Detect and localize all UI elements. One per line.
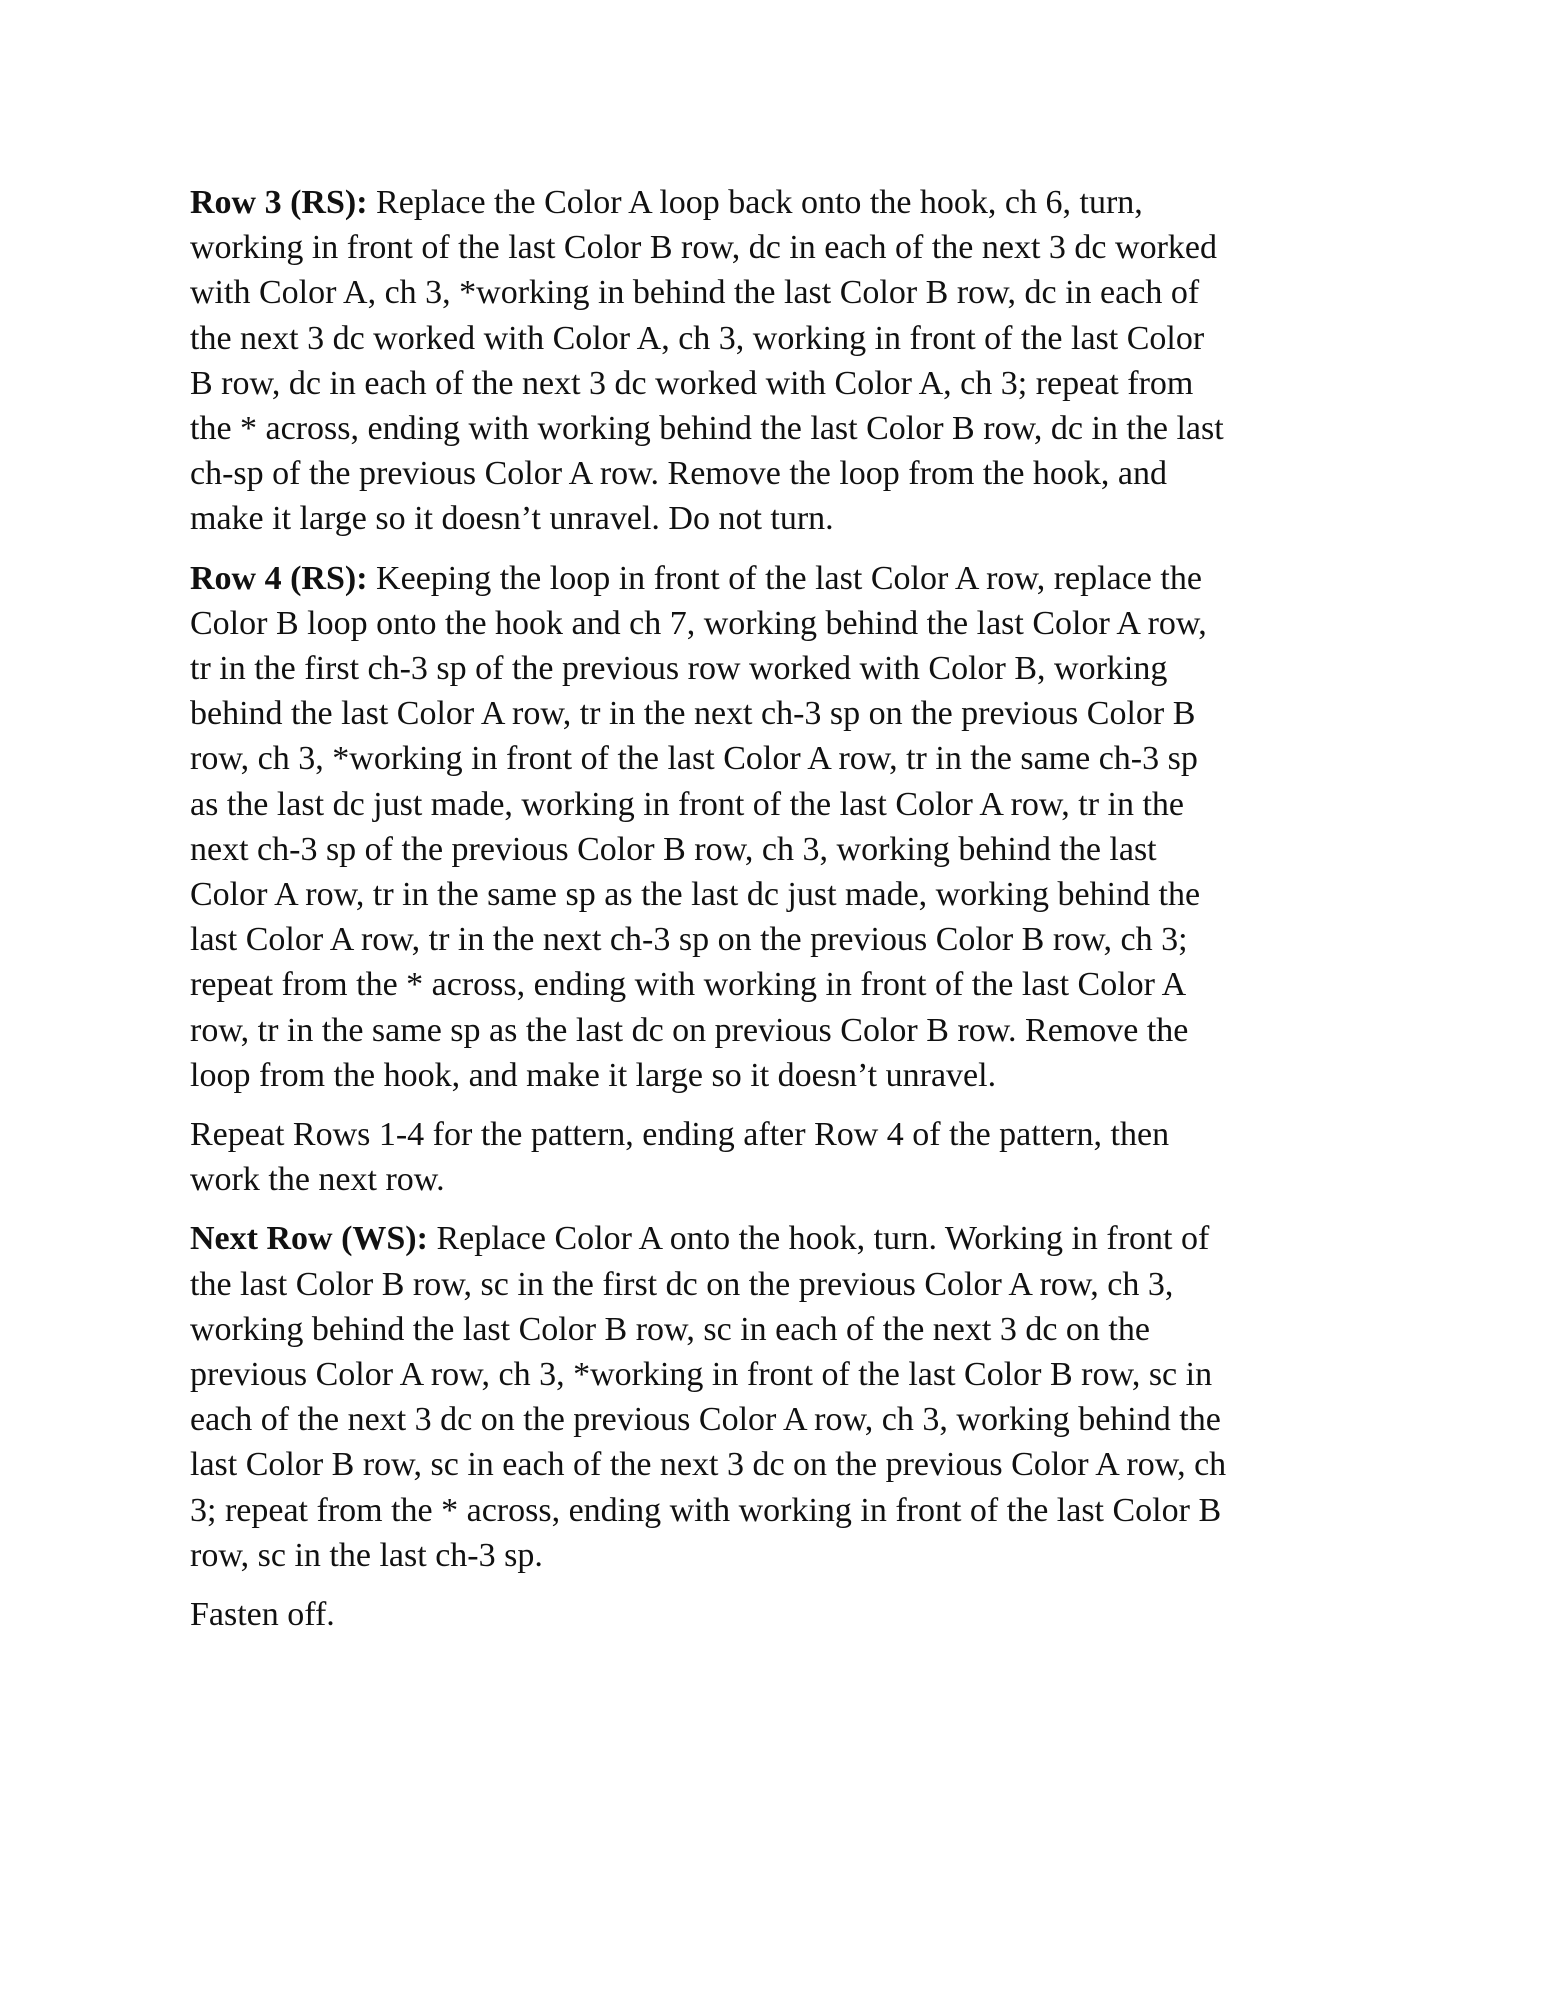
next-row-label: Next Row (WS): [190, 1220, 428, 1258]
paragraph-fasten-off [190, 1592, 1350, 1637]
row-4-text: Keeping the loop in front of the last Color A row, replace the Color B loop onto the hook and ch 7, working behind the last Color A row, tr in the first ch-3 sp of the previous row worked with Color B, working behind the last Color A row, tr in the next ch-3 sp on the previous Color B row, ch 3, *working in front of the last Color A row, tr in the same ch-3 sp as the last dc just made, working in front of the last Color A row, tr in the next ch-3 sp of the previous Color B row, ch 3, working behind the last Color A row, tr in the same sp as the last dc just made, working behind the last Color A row, tr in the next ch-3 sp on the previous Color B row, ch 3; repeat from the * across, ending with working in front of the last Color A row, tr in the same sp as the last dc on previous Color B row. Remove the loop from the hook, and make it large so it doesn’t unravel. [190, 559, 1207, 1094]
repeat-rows-text: Repeat Rows 1-4 for the pattern, ending after Row 4 of the pattern, then work the next row. [190, 1116, 1170, 1199]
paragraph-repeat-rows [190, 1112, 1350, 1202]
paragraph-row-4 [190, 556, 1350, 1098]
row-3-label: Row 3 (RS): [190, 184, 368, 221]
paragraph-row-3 [190, 180, 1350, 542]
document-page [190, 180, 1350, 1651]
row-3-text: Replace the Color A loop back onto the hook, ch 6, turn, working in front of the last Color B row, dc in each of the next 3 dc worked with Color A, ch 3, *working in behind the last Color B row, dc in each of the next 3 dc worked with Color A, ch 3, working in front of the last Color B row, dc in each of the next 3 dc worked with Color A, ch 3; repeat from the * across, ending with working behind the last Color B row, dc in the last ch-sp of the previous Color A row. Remove the loop from the hook, and make it large so it doesn’t unravel. Do not turn. [190, 184, 1224, 538]
fasten-off-text: Fasten off. [190, 1596, 335, 1634]
row-4-label: Row 4 (RS): [190, 559, 368, 597]
next-row-text: Replace Color A onto the hook, turn. Working in front of the last Color B row, sc in the first dc on the previous Color A row, ch 3, working behind the last Color B row, sc in each of the next 3 dc on the previous Color A row, ch 3, *working in front of the last Color B row, sc in each of the next 3 dc on the previous Color A row, ch 3, working behind the last Color B row, sc in each of the next 3 dc on the previous Color A row, ch 3; repeat from the * across, ending with working in front of the last Color B row, sc in the last ch-3 sp. [190, 1220, 1227, 1574]
paragraph-next-row [190, 1216, 1350, 1578]
